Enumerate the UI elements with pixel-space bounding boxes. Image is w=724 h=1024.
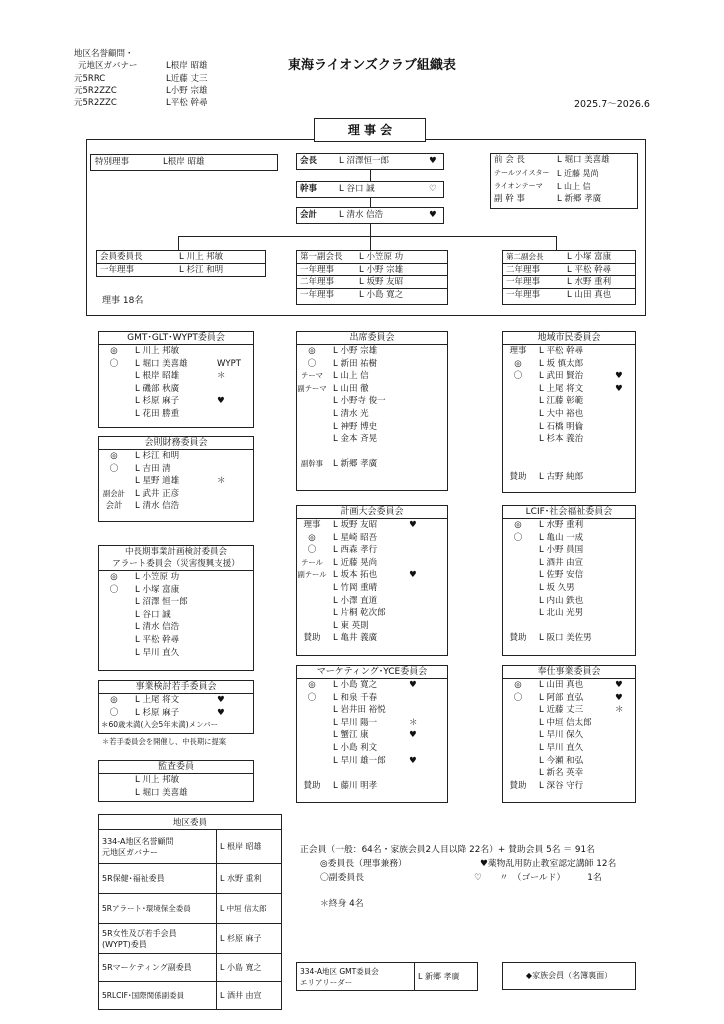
member-name: L 小笠原 功 [135,572,180,582]
officers-box: 前 会 長 L 堀口 美喜雄 テールツイスター L 近藤 晃尚 ライオンテーマ L 山上 信 副 幹 事 L 新郷 孝廣 [490,153,638,209]
member-mark: ＊ [217,476,226,487]
member-name: L 佐野 安信 [539,570,584,581]
advisor-row: 元地区ガバナー L根岸 昭雄 [78,61,208,72]
summary-line-2a: ◎委員長（理事兼務） [320,859,407,869]
member-row [99,609,253,622]
committee-community: 地域市民委員会 理事 L 平松 幹尋 ◎ L 坂 慎太郎 〇 L 武田 賢治 ♥ L 上尾 将文 ♥ L 江藤 彰範 L 大中 裕也 L 石橋 明倫 L 杉本 義治 賛助 L 古野 純郎 [502,331,636,493]
gmt-area-table: 334-A地区 GMT委員会 エリアリーダー L 新郷 孝廣 [296,962,478,991]
member-row [503,370,635,383]
member-name: L 蟹江 康 [333,730,369,741]
member-name: L 坂 慎太郎 [539,358,584,369]
member-name: L 小野 員国 [539,545,584,556]
member-row [503,408,635,421]
member-name: L 片桐 乾次郎 [333,608,386,619]
member-role: テーマ [301,371,323,381]
member-row [297,742,447,755]
member-row [503,729,635,742]
member-row [297,607,447,620]
member-mark: ♥ [615,680,623,690]
member-name: L 平松 幹尋 [135,634,180,645]
member-name: L 早川 保久 [539,730,584,741]
member-row [503,620,635,633]
member-name: L 岩井田 裕悦 [333,705,386,716]
advisor-row: 元5RRC L近藤 丈三 [74,73,208,84]
member-name: L 杉原 麻子 [135,396,180,407]
member-role: 理事 [509,346,527,356]
member-name: L 亀井 義廣 [333,633,378,644]
member-name: L 石橋 明倫 [539,421,584,432]
member-role: 賛助 [509,780,527,791]
member-role: ◎ [308,532,316,543]
member-row [503,433,635,446]
member-role: ◎ [110,695,118,705]
page-title: 東海ライオンズクラブ組織表 [288,58,456,73]
member-row [503,607,635,620]
member-row [297,519,447,532]
member-name: L 小島 利文 [333,742,378,753]
member-name: L 小野寺 俊一 [333,396,386,407]
member-role: ◎ [308,680,316,690]
member-name: L 小塚 富康 [135,584,180,595]
member-name: L 新田 祐樹 [333,358,378,369]
member-row [297,595,447,608]
member-role: 賛助 [509,633,527,644]
committee-attendance: 出席委員会 ◎ L 小野 宗雄 〇 L 新田 祐樹 テーマ L 山上 信 副テーマ L 山田 徹 L 小野寺 俊一 L 清水 光 L 神野 博史 L 金本 斉晃 副幹事 L 新郷 孝廣 [296,331,448,491]
member-role: 〇 [109,463,119,474]
member-name: L 酒井 由宣 [539,557,584,568]
member-name: L 杉原 麻子 [135,707,180,718]
member-mark: ＊ [615,705,624,716]
summary-line-3a: 〇副委員長 [320,873,364,883]
member-role: 〇 [513,532,523,543]
member-mark: ♥ [615,371,623,382]
committee-gmt: GMT･GLT･WYPT委員会 ◎ L 川上 邦敏 〇 L 堀口 美喜雄 WYPT L 根岸 昭雄 ＊ L 磯部 秋廣 L 杉原 麻子 ♥ L 花田 勝重 [98,331,254,428]
member-row [503,582,635,595]
member-name: L 武井 正彦 [135,488,180,499]
member-name: L 今瀬 和弘 [539,755,584,766]
vp-group-3: 第二副会長 L 小塚 富康 二年理事 L 平松 幹尋 一年理事 L 水野 重利 一年理事 L 山田 真也 [502,250,636,305]
member-role: 副会計 [103,488,125,498]
member-role: 理事 [303,520,321,530]
member-mark: ♥ [615,383,623,394]
member-row [297,679,447,692]
member-row [99,450,253,463]
member-name: L 近藤 晃尚 [333,557,378,568]
member-row [503,544,635,557]
member-row [503,632,635,645]
member-row [503,421,635,434]
member-row [297,620,447,633]
member-mark: ♥ [409,570,417,581]
member-row [297,544,447,557]
member-name: L 坂本 拓也 [333,570,378,581]
committee-longterm: 中長期事業計画検討委員会 アラート委員会（災害復興支援） ◎ L 小笠原 功 〇 L 小塚 富康 L 沼澤 恒一郎 L 谷口 誠 L 清水 信浩 L 平松 幹尋 L 早川 直久 [98,545,254,671]
member-name: L 坂野 友昭 [333,520,378,530]
member-name: L 早川 直久 [539,742,584,753]
member-name: L 坂 久男 [539,582,575,593]
member-row [297,729,447,742]
member-name: L 山田 真也 [539,680,584,690]
member-mark: WYPT [217,358,241,369]
member-name: L 谷口 誠 [135,609,171,620]
member-name: L 平松 幹尋 [539,346,584,356]
member-mark: ♥ [217,707,225,718]
member-row [99,475,253,488]
member-name: L 早川 直久 [135,647,180,658]
member-row [297,704,447,717]
member-mark: ♥ [409,520,417,530]
term: 2025.7～2026.6 [574,99,650,110]
member-name: L 沼澤 恒一郎 [135,597,188,608]
member-row [297,767,447,780]
member-role: ◎ [110,572,118,582]
member-row [99,571,253,584]
member-name: L 武田 賢治 [539,371,584,382]
member-name: L 新郷 孝廣 [333,459,378,470]
member-name: L 阪口 美佐男 [539,633,592,644]
member-row [503,519,635,532]
member-name: L 川上 邦敏 [135,346,180,356]
vp-group-1: 会員委員長 L 川上 邦敏 一年理事 L 杉江 和明 [96,250,266,277]
member-name: L 小野 宗雄 [333,346,378,356]
member-row [297,408,447,421]
member-name: L 早川 陽一 [333,717,378,728]
member-mark: ♥ [409,680,417,690]
member-row [503,692,635,705]
member-row [99,370,253,383]
member-mark: ♥ [217,695,225,705]
member-role: 〇 [307,692,317,703]
member-row [99,787,253,800]
member-name: L 深谷 守行 [539,780,584,791]
young-footnote: ＊若手委員会を開催し、中長期に提案 [102,737,227,746]
summary-line-4: ＊終身 4名 [320,899,364,909]
member-mark: ♥ [615,692,623,703]
member-row [503,569,635,582]
member-row [297,433,447,446]
advisors-block [74,48,264,109]
member-row [297,632,447,645]
member-role: 〇 [109,584,119,595]
member-row [297,358,447,371]
member-row [99,584,253,597]
committee-planning: 計画大会委員会 理事 L 坂野 友昭 ♥ ◎ L 星崎 昭吾 〇 L 西森 孝行 テール L 近藤 晃尚 副テール L 坂本 拓也 ♥ L 竹岡 重晴 L 小澤 直道 L 片桐 乾次郎 L 東 英則 賛助 L 亀井 義廣 [296,505,448,656]
member-name: L 古野 純郎 [539,471,584,482]
member-role: 〇 [513,371,523,382]
member-mark: ♥ [409,730,417,741]
advisor-row: 地区名誉顧問・ [74,49,134,59]
member-name: L 星野 道雄 [135,476,180,487]
summary-line-3b: ♡ 〃 （ゴールド） 1名 [474,873,602,883]
member-name: L 大中 裕也 [539,408,584,419]
member-role: 賛助 [303,633,321,644]
member-name: L 神野 博史 [333,421,378,432]
advisor-row: 元5R2ZZC L小野 宗雄 [74,85,208,96]
member-name: L 清水 光 [333,408,369,419]
member-row [99,500,253,513]
member-row [503,446,635,459]
member-row [99,634,253,647]
member-name: L 金本 斉晃 [333,434,378,445]
member-row [297,370,447,383]
member-row [503,358,635,371]
member-name: L 小島 寛之 [333,680,378,690]
member-name: L 東 英則 [333,620,369,631]
member-name: L 内山 鉄也 [539,595,584,606]
member-role: 〇 [109,358,119,369]
member-name: L 江藤 彰範 [539,396,584,407]
member-row [503,383,635,396]
member-row [99,647,253,660]
member-row [297,780,447,793]
board-title: 理 事 会 [314,118,426,142]
member-mark: ＊ [409,717,418,728]
treasurer-box: 会計 L 清水 信浩 ♥ [296,207,444,224]
member-name: L 根岸 昭雄 [135,371,180,382]
member-name: L 和泉 千春 [333,692,378,703]
member-row [297,557,447,570]
member-row [99,774,253,787]
member-row [503,755,635,768]
member-mark: ♥ [409,755,417,766]
member-name: L 山田 徹 [333,383,369,394]
member-row [297,345,447,358]
member-role: テール [301,557,323,567]
member-row [297,717,447,730]
member-name: L 近藤 丈三 [539,705,584,716]
committee-young: 事業検討若手委員会 ◎ L 上尾 将文 ♥ 〇 L 杉原 麻子 ♥ ＊60歳未満(入会5年未満)メンバー [98,680,254,734]
member-row [297,446,447,459]
vp-group-2: 第一副会長 L 小笠原 功 一年理事 L 小野 宗雄 二年理事 L 坂野 友昭 一年理事 L 小島 寛之 [296,250,448,305]
member-name: L 堀口 美喜雄 [135,787,188,798]
member-name: L 上尾 将文 [135,695,180,705]
member-name: L 磯部 秋廣 [135,383,180,394]
member-name: L 中垣 信太郎 [539,717,592,728]
member-row [99,395,253,408]
member-role: 副幹事 [301,459,323,469]
member-role: 副テーマ [297,383,327,393]
member-row [99,463,253,476]
member-name: L 花田 勝重 [135,408,180,419]
committee-audit: 監査委員 L 川上 邦敏 L 堀口 美喜雄 [98,760,254,802]
member-role: ◎ [308,346,316,356]
member-name: L 西森 孝行 [333,545,378,556]
member-row [503,471,635,484]
member-name: L 早川 雄一郎 [333,755,386,766]
secretary-box: 幹事 L 谷口 誠 ♡ [296,181,444,198]
member-mark: ＊ [217,371,226,382]
member-row [99,707,253,720]
summary-line-2b: ♥薬物乱用防止教室認定講師 12名 [480,859,617,869]
member-row [503,767,635,780]
district-table: 地区委員 334-A地区名誉顧問 元地区ガバナー L 根岸 昭雄 5R保健･福祉委員 L 水野 重利 5Rアラート･環境保全委員 L 中垣 信太郎 5R女性及び若手会員 (WYPT)委員 L 杉原 麻子 5Rマーケティング副委員 L 小島 寛之 5RLCIF･国際関係副委員 L 酒井 由宣 [98,814,282,1010]
committee-service: 奉仕事業委員会 ◎ L 山田 真也 ♥ 〇 L 阿部 直弘 ♥ L 近藤 丈三 ＊ L 中垣 信太郎 L 早川 保久 L 早川 直久 L 今瀬 和弘 L 新名 英幸 賛助 L 深谷 守行 [502,665,636,803]
member-name: L 北山 光男 [539,608,584,619]
member-name: L 川上 邦敏 [135,775,180,785]
member-role: ◎ [514,358,522,369]
member-name: L 杉本 義治 [539,434,584,445]
member-row [503,679,635,692]
member-row [297,569,447,582]
member-row [297,532,447,545]
member-row [99,408,253,421]
member-row [99,596,253,609]
member-name: L 竹岡 重晴 [333,582,378,593]
summary-line-1: 正会員（一般：64名・家族会員2人目以降 22名）+ 賛助会員 5名 ＝ 91名 [300,845,595,855]
member-row [503,742,635,755]
member-name: L 亀山 一成 [539,532,584,543]
member-name: L 水野 重利 [539,520,584,530]
member-mark: ♥ [217,396,225,407]
member-row [297,458,447,471]
member-row [297,755,447,768]
member-row [297,395,447,408]
member-name: L 藤川 明孝 [333,780,378,791]
member-role: ◎ [110,346,118,356]
member-row [503,780,635,793]
member-row [503,345,635,358]
member-row [297,383,447,396]
member-row [503,557,635,570]
member-role: ◎ [514,680,522,690]
member-role: ◎ [514,520,522,530]
member-name: L 新名 英幸 [539,768,584,779]
member-row [503,395,635,408]
member-row [99,621,253,634]
member-name: L 阿部 直弘 [539,692,584,703]
director-count: 理事 18名 [102,296,144,306]
member-row [99,488,253,501]
member-role: 〇 [109,707,119,718]
member-row [503,717,635,730]
member-row [297,582,447,595]
member-row [503,532,635,545]
member-row [503,458,635,471]
member-name: L 清水 信浩 [135,622,180,633]
member-row [99,694,253,707]
member-role: 副テール [297,570,327,580]
special-director: 特別理事 L根岸 昭雄 [90,154,278,171]
member-role: 賛助 [509,471,527,482]
member-role: 〇 [513,692,523,703]
president-box: 会長 L 沼澤恒一郎 ♥ [296,153,444,170]
member-name: L 吉田 清 [135,463,171,474]
committee-finance: 会則財務委員会 ◎ L 杉江 和明 〇 L 吉田 清 L 星野 道雄 ＊ 副会計 L 武井 正彦 会計 L 清水 信浩 [98,436,254,522]
committee-marketing: マーケティング･YCE委員会 ◎ L 小島 寛之 ♥ 〇 L 和泉 千春 L 岩井田 裕悦 L 早川 陽一 ＊ L 蟹江 康 ♥ L 小島 利文 L 早川 雄一郎 ♥ 賛助 L 藤川 明孝 [296,665,448,803]
member-row [99,383,253,396]
member-row [297,421,447,434]
family-members-note: ◆家族会員（名簿裏面） [502,962,636,990]
member-row [503,595,635,608]
member-name: L 杉江 和明 [135,451,180,461]
member-role: 〇 [307,358,317,369]
member-row [503,704,635,717]
advisor-row: 元5R2ZZC L平松 幹尋 [74,98,208,109]
member-name: L 小澤 直道 [333,595,378,606]
member-role: 賛助 [303,780,321,791]
committee-lcif: LCIF･社会福祉委員会 ◎ L 水野 重利 〇 L 亀山 一成 L 小野 員国 L 酒井 由宣 L 佐野 安信 L 坂 久男 L 内山 鉄也 L 北山 光男 賛助 L 阪口 美佐男 [502,505,636,656]
member-name: L 上尾 将文 [539,383,584,394]
member-role: 会計 [105,501,123,512]
member-name: L 清水 信浩 [135,501,180,512]
member-row [99,358,253,371]
member-row [99,345,253,358]
member-name: L 星崎 昭吾 [333,532,378,543]
member-role: ◎ [110,451,118,461]
member-role: 〇 [307,545,317,556]
member-row [297,692,447,705]
member-name: L 堀口 美喜雄 [135,358,188,369]
member-name: L 山上 信 [333,371,369,382]
